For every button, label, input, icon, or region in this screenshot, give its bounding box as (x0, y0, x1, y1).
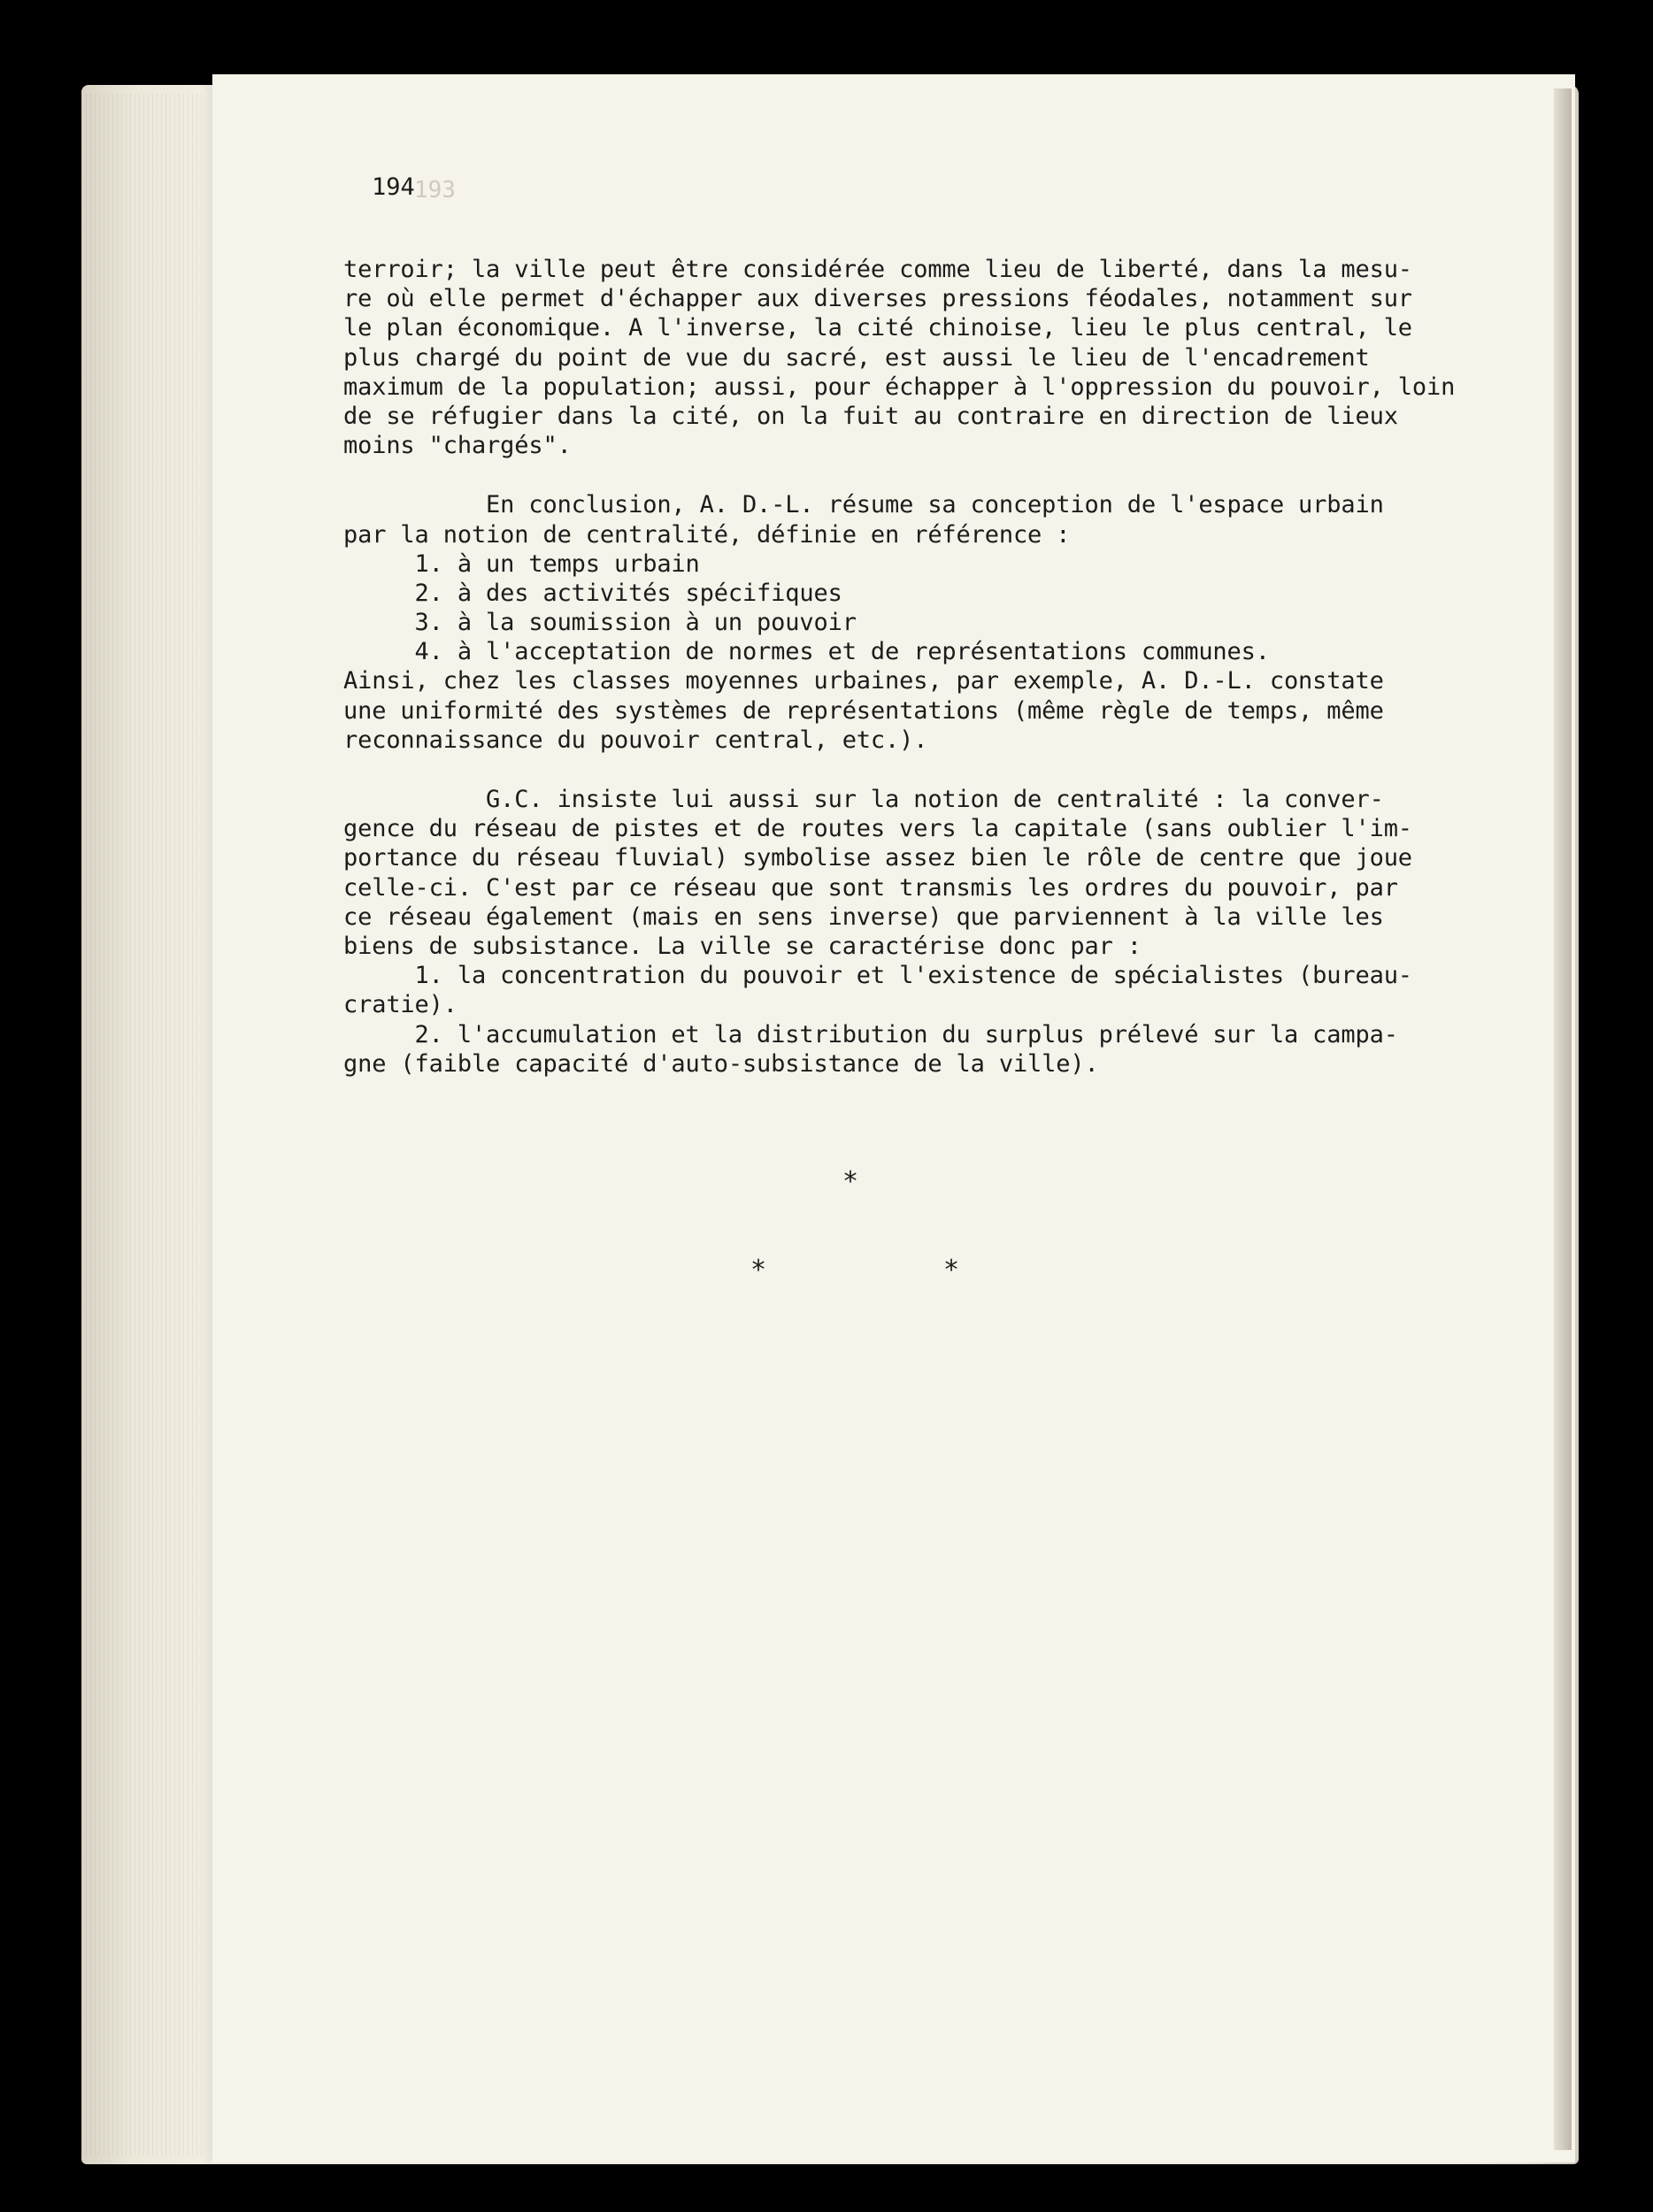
list-item: 2. l'accumulation et la distribution du surplus prélevé sur la campa- (343, 1020, 1398, 1048)
list-item: 1. à un temps urbain (343, 549, 700, 578)
list-item: gne (faible capacité d'auto-subsistance de la ville). (343, 1049, 1099, 1078)
text-line: En conclusion, A. D.-L. résume sa conception de l'espace urbain (343, 491, 1384, 519)
text-line: terroir; la ville peut être considérée comme lieu de liberté, dans la mesu- (343, 256, 1412, 283)
text-line: reconnaissance du pouvoir central, etc.). (343, 726, 928, 754)
text-line: maximum de la population; aussi, pour échapper à l'oppression du pouvoir, loin (343, 373, 1456, 401)
page-number: 194 (372, 173, 415, 201)
list-item: 4. à l'acceptation de normes et de représentations communes. (343, 638, 1270, 666)
text-line: G.C. insiste lui aussi sur la notion de centralité : la conver- (343, 786, 1384, 813)
text-line: biens de subsistance. La ville se caractérise donc par : (343, 932, 1142, 960)
text-line: de se réfugier dans la cité, on la fuit au contraire en direction de lieux (343, 402, 1398, 430)
text-line: portance du réseau fluvial) symbolise assez bien le rôle de centre que joue (343, 844, 1412, 872)
list-item: cratie). (343, 991, 457, 1019)
text-line: re où elle permet d'échapper aux diverses pressions féodales, notamment sur (343, 285, 1412, 313)
separator-asterisk-left: * (750, 1255, 767, 1286)
text-line: celle-ci. C'est par ce réseau que sont transmis les ordres du pouvoir, par (343, 873, 1398, 902)
separator-asterisk-right: * (943, 1255, 960, 1286)
text-line: le plan économique. A l'inverse, la cité chinoise, lieu le plus central, le (343, 314, 1412, 342)
text-line: Ainsi, chez les classes moyennes urbaines, par exemple, A. D.-L. constate (343, 667, 1384, 695)
text-line: gence du réseau de pistes et de routes vers la capitale (sans oublier l'im- (343, 815, 1412, 843)
text-line: ce réseau également (mais en sens inverse) que parviennent à la ville les (343, 902, 1384, 931)
list-item: 3. à la soumission à un pouvoir (343, 609, 857, 637)
text-line: par la notion de centralité, définie en référence : (343, 520, 1071, 549)
show-through-page-number: 193 (414, 177, 456, 204)
list-item: 1. la concentration du pouvoir et l'existence de spécialistes (bureau- (343, 962, 1412, 990)
text-line: une uniformité des systèmes de représentations (même règle de temps, même (343, 696, 1384, 725)
text-line: plus chargé du point de vue du sacré, est aussi le lieu de l'encadrement (343, 343, 1370, 372)
text-line: moins "chargés". (343, 432, 572, 460)
separator-asterisk-top: * (842, 1166, 859, 1197)
list-item: 2. à des activités spécifiques (343, 579, 842, 607)
